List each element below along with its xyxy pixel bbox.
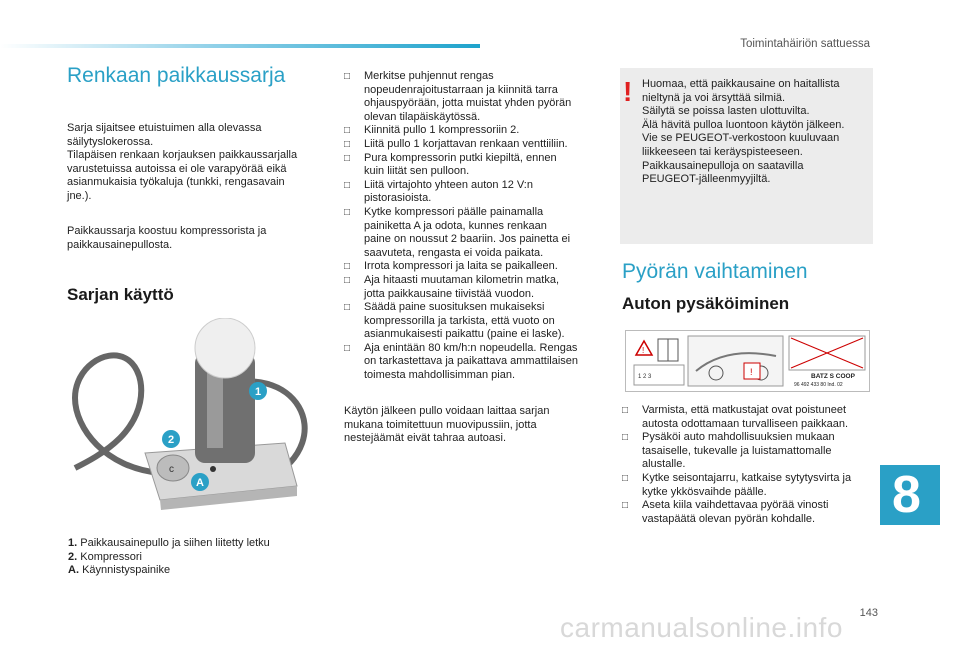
checkbox-bullet-icon: □	[344, 261, 351, 273]
kit-intro-line: asianmukaisia työkaluja (tunkki, rengasavain	[67, 176, 285, 189]
svg-text:c: c	[169, 464, 174, 475]
list-item: □ Pysäköi auto mahdollisuuksien mukaan tasaiselle, tukevalle ja luistamattomalle alustalle.	[622, 431, 835, 471]
checkbox-bullet-icon: □	[622, 405, 629, 416]
kit-title: Renkaan paikkaussarja	[67, 64, 286, 87]
list-item: □ Kytke seisontajarru, katkaise sytytysvirta ja kytke ykkösvaihde päälle.	[622, 471, 852, 498]
checkbox-bullet-icon: □	[344, 152, 351, 164]
kit-intro-line: jne.).	[67, 189, 92, 202]
kit-intro-line: varustetuissa autoissa ei ole varapyörää eikä	[67, 162, 287, 175]
list-item: □ Kytke kompressori päälle painamalla painiketta A ja odota, kunnes renkaan paine on noussut 2 baariin. Jos painetta ei saavuteta, rengasta ei voida paikata.	[344, 205, 571, 259]
sticker-brand: BATZ S COOP	[811, 373, 855, 380]
list-item: □ Liitä pullo 1 korjattavan renkaan venttiiliin.	[344, 137, 568, 150]
bottle-cap	[195, 318, 255, 378]
checkbox-bullet-icon: □	[344, 274, 351, 286]
kit-intro-line: säilytyslokerossa.	[67, 135, 154, 148]
list-item: □ Kiinnitä pullo 1 kompressoriin 2.	[344, 124, 520, 137]
checkbox-bullet-icon: □	[344, 125, 351, 137]
list-item: □ Varmista, että matkustajat ovat poistuneet autosta odottamaan turvalliseen paikkaan.	[622, 404, 849, 430]
kit-intro-line: Tilapäisen renkaan korjauksen paikkaussarjalla	[67, 149, 298, 162]
checkbox-bullet-icon: □	[622, 500, 629, 512]
checkbox-bullet-icon: □	[344, 302, 351, 314]
warning-text: Huomaa, että paikkausaine on haitallista nieltynä ja voi ärsyttää silmiä. Säilytä se poissa lasten ulottuvilta. Älä hävitä pulloa luontoon käytön jälkeen. Vie se PEUGEOT-verkostoon kuuluvaan liikkeeseen tai keräyspisteeseen. Paikkausainepulloja on saatavilla PEUGEOT-jälleenmyyjiltä.	[642, 78, 845, 186]
list-item: □ Aja hitaasti muutaman kilometrin matka, jotta paikkausaine tiivistää vuodon.	[344, 273, 560, 300]
list-item: □ Liitä virtajohto yhteen auton 12 V:n pistorasioista.	[344, 178, 533, 205]
car-jack-drawing	[688, 336, 783, 386]
header-accent-bar	[0, 44, 480, 48]
kit-contents-line: paikkausainepullosta.	[67, 238, 173, 251]
list-item: □ Aja enintään 80 km/h:n nopeudella. Rengas on tarkastettava ja paikattava ammattilaisen toimesta mahdollisimman pian.	[344, 341, 579, 382]
watermark: carmanualsonline.info	[560, 612, 843, 643]
chapter-tab	[880, 465, 940, 525]
parking-heading: Auton pysäköiminen	[622, 294, 790, 313]
wheel-change-title: Pyörän vaihtaminen	[622, 260, 808, 283]
checkbox-bullet-icon: □	[344, 342, 351, 354]
checkbox-bullet-icon: □	[344, 179, 351, 191]
checkbox-bullet-icon: □	[344, 138, 351, 150]
svg-text:1 2 3: 1 2 3	[638, 374, 652, 380]
figure-legend	[68, 537, 270, 578]
kit-intro-line: Sarja sijaitsee etuistuimen alla olevassa	[67, 122, 262, 134]
section-title: Toimintahäiriön sattuessa	[740, 38, 870, 50]
list-item: □ Säädä paine suosituksen mukaiseksi kompressorilla ja tarkista, että vuoto on asianmukaisesti paikattu (paine ei laske).	[344, 301, 565, 341]
warning-box	[620, 68, 873, 244]
usage-heading: Sarjan käyttö	[67, 285, 174, 304]
kit-intro	[67, 122, 329, 204]
after-use-note: Käytön jälkeen pullo voidaan laittaa sarjan mukana toimitettuun muovipussiin, jotta nestejäämät eivät tahraa autoasi.	[344, 405, 550, 445]
sticker-code: 96 492 433 80 Ind. 02	[794, 382, 843, 388]
legend-item: A. Käynnistyspainike	[68, 564, 171, 577]
legend-item: 2. Kompressori	[68, 550, 142, 563]
checkbox-bullet-icon: □	[344, 71, 351, 82]
callout-2-label: 2	[167, 434, 175, 446]
jack-instruction-sticker	[625, 330, 870, 392]
repair-steps-list	[344, 70, 606, 383]
list-item: □ Irrota kompressori ja laita se paikalleen.	[344, 260, 558, 273]
svg-text:!: !	[750, 367, 753, 377]
checkbox-bullet-icon: □	[622, 432, 629, 444]
list-item: □ Aseta kiila vaihdettavaa pyörää vinosti vastapäätä olevan pyörän kohdalle.	[622, 499, 829, 525]
chapter-number: 8	[892, 466, 921, 524]
callout-a-label: A	[196, 477, 204, 489]
legend-item: 1. Paikkausainepullo ja siihen liitetty letku	[68, 537, 270, 549]
kit-contents	[67, 225, 329, 252]
callout-1-label: 1	[254, 386, 262, 398]
parking-steps-list	[622, 404, 882, 526]
checkbox-bullet-icon: □	[344, 206, 351, 218]
list-item: □ Merkitse puhjennut rengas nopeudenrajoitustarraan ja kiinnitä tarra ohjauspyörään, jotta muistat yhden pyörän olevan tilapäiskäytössä.	[344, 70, 572, 123]
svg-text:!: !	[642, 346, 645, 355]
kit-contents-line: Paikkaussarja koostuu kompressorista ja	[67, 225, 267, 237]
checkbox-bullet-icon: □	[622, 472, 629, 484]
list-item: □ Pura kompressorin putki kiepiltä, ennen kuin liität sen pulloon.	[344, 151, 557, 178]
page-number: 143	[859, 607, 878, 619]
warning-icon: !	[623, 76, 633, 107]
repair-kit-illustration	[65, 318, 330, 533]
